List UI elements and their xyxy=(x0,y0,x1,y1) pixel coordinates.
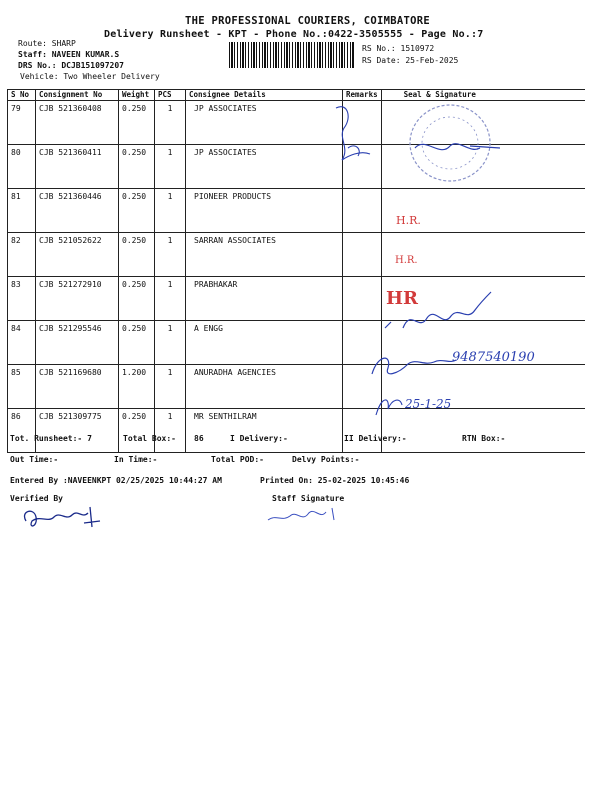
row-consignment-no: CJB 521309775 xyxy=(36,409,119,453)
drs-label: DRS No.: DCJB151097207 xyxy=(18,61,124,70)
row-consignee: A ENGG xyxy=(186,321,343,365)
row-seal-signature xyxy=(381,409,585,453)
row-consignment-no: CJB 521295546 xyxy=(36,321,119,365)
row-consignee: JP ASSOCIATES xyxy=(186,145,343,189)
staff-signature-icon xyxy=(262,500,352,530)
row-sno: 83 xyxy=(8,277,36,321)
company-title: THE PROFESSIONAL COURIERS, COIMBATORE xyxy=(185,15,430,27)
row-sno: 82 xyxy=(8,233,36,277)
row-sno: 84 xyxy=(8,321,36,365)
printed-on: Printed On: 25-02-2025 10:45:46 xyxy=(260,476,410,485)
ii-delivery-label: II Delivery:- xyxy=(344,434,407,443)
tot-runsheet: Tot. Runsheet:- 7 xyxy=(10,434,92,443)
remark-hr-handwriting: H.R. xyxy=(396,214,421,227)
signature-scribble-icon xyxy=(336,107,370,160)
signature-row84-icon xyxy=(375,288,505,338)
col-header-weight: Weight xyxy=(119,90,155,101)
row-weight: 0.250 xyxy=(119,277,155,321)
row-weight: 1.200 xyxy=(119,365,155,409)
barcode-image xyxy=(229,42,355,68)
col-header-consignee: Consignee Details xyxy=(186,90,343,101)
row-weight: 0.250 xyxy=(119,409,155,453)
row-sno: 81 xyxy=(8,189,36,233)
total-box-label: Total Box:- xyxy=(123,434,176,443)
staff-signature-label: Staff Signature xyxy=(272,494,345,503)
row-pcs: 1 xyxy=(155,365,186,409)
row-remarks xyxy=(343,233,382,277)
row-pcs: 1 xyxy=(155,145,186,189)
row-pcs: 1 xyxy=(155,233,186,277)
row-consignment-no: CJB 521360446 xyxy=(36,189,119,233)
signature-row85-icon xyxy=(368,344,458,384)
col-header-pcs: PCS xyxy=(155,90,186,101)
row-sno: 85 xyxy=(8,365,36,409)
col-header-consignment: Consignment No xyxy=(36,90,119,101)
rs-date: RS Date: 25-Feb-2025 xyxy=(362,56,459,65)
verified-by-label: Verified By xyxy=(10,494,63,503)
row-consignee: MR SENTHILRAM xyxy=(186,409,343,453)
total-box-value: 86 xyxy=(194,434,204,443)
out-time-label: Out Time:- xyxy=(10,455,59,464)
row-weight: 0.250 xyxy=(119,233,155,277)
handwritten-date-note: 25-1-25 xyxy=(405,397,452,411)
col-header-sno: S No xyxy=(8,90,36,101)
runsheet-subtitle: Delivery Runsheet - KPT - Phone No.:0422-3505555 - Page No.:7 xyxy=(104,29,484,40)
row-consignment-no: CJB 521272910 xyxy=(36,277,119,321)
row-pcs: 1 xyxy=(155,321,186,365)
staff-label: Staff: NAVEEN KUMAR.S xyxy=(18,50,120,59)
row-consignee: JP ASSOCIATES xyxy=(186,101,343,145)
row-weight: 0.250 xyxy=(119,145,155,189)
row-sno: 86 xyxy=(8,409,36,453)
col-header-seal-signature: Seal & Signature xyxy=(381,90,585,101)
row-pcs: 1 xyxy=(155,277,186,321)
row-consignee: ANURADHA AGENCIES xyxy=(186,365,343,409)
i-delivery-label: I Delivery:- xyxy=(230,434,288,443)
row-consignee: PRABHAKAR xyxy=(186,277,343,321)
in-time-label: In Time:- xyxy=(114,455,158,464)
row-consignee: PIONEER PRODUCTS xyxy=(186,189,343,233)
row-consignment-no: CJB 521052622 xyxy=(36,233,119,277)
row-consignment-no: CJB 521169680 xyxy=(36,365,119,409)
remark-hr-big-handwriting: HR xyxy=(386,288,418,309)
stamp-signature-overlay xyxy=(330,98,530,198)
row-consignee: SARRAN ASSOCIATES xyxy=(186,233,343,277)
row-pcs: 1 xyxy=(155,409,186,453)
total-pod-label: Total POD:- xyxy=(211,455,264,464)
row-sno: 80 xyxy=(8,145,36,189)
route-label: Route: SHARP xyxy=(18,39,76,48)
row-consignment-no: CJB 521360411 xyxy=(36,145,119,189)
row-weight: 0.250 xyxy=(119,321,155,365)
row-weight: 0.250 xyxy=(119,189,155,233)
table-row xyxy=(8,409,586,453)
handwritten-phone: 9487540190 xyxy=(452,350,535,365)
delvy-points-label: Delvy Points:- xyxy=(292,455,360,464)
vehicle-label: Vehicle: Two Wheeler Delivery xyxy=(20,72,160,81)
table-row xyxy=(8,365,586,409)
col-header-remarks: Remarks xyxy=(343,90,382,101)
verified-signature-icon xyxy=(18,503,108,533)
rtn-box-label: RTN Box:- xyxy=(462,434,506,443)
entered-by: Entered By :NAVEENKPT 02/25/2025 10:44:27 AM xyxy=(10,476,222,485)
remark-hra-handwriting: H.R. xyxy=(395,255,418,266)
row-sno: 79 xyxy=(8,101,36,145)
row-pcs: 1 xyxy=(155,189,186,233)
signature-row86-icon xyxy=(370,385,410,425)
row-pcs: 1 xyxy=(155,101,186,145)
table-row xyxy=(8,233,586,277)
row-consignment-no: CJB 521360408 xyxy=(36,101,119,145)
rs-number: RS No.: 1510972 xyxy=(362,44,435,53)
row-weight: 0.250 xyxy=(119,101,155,145)
